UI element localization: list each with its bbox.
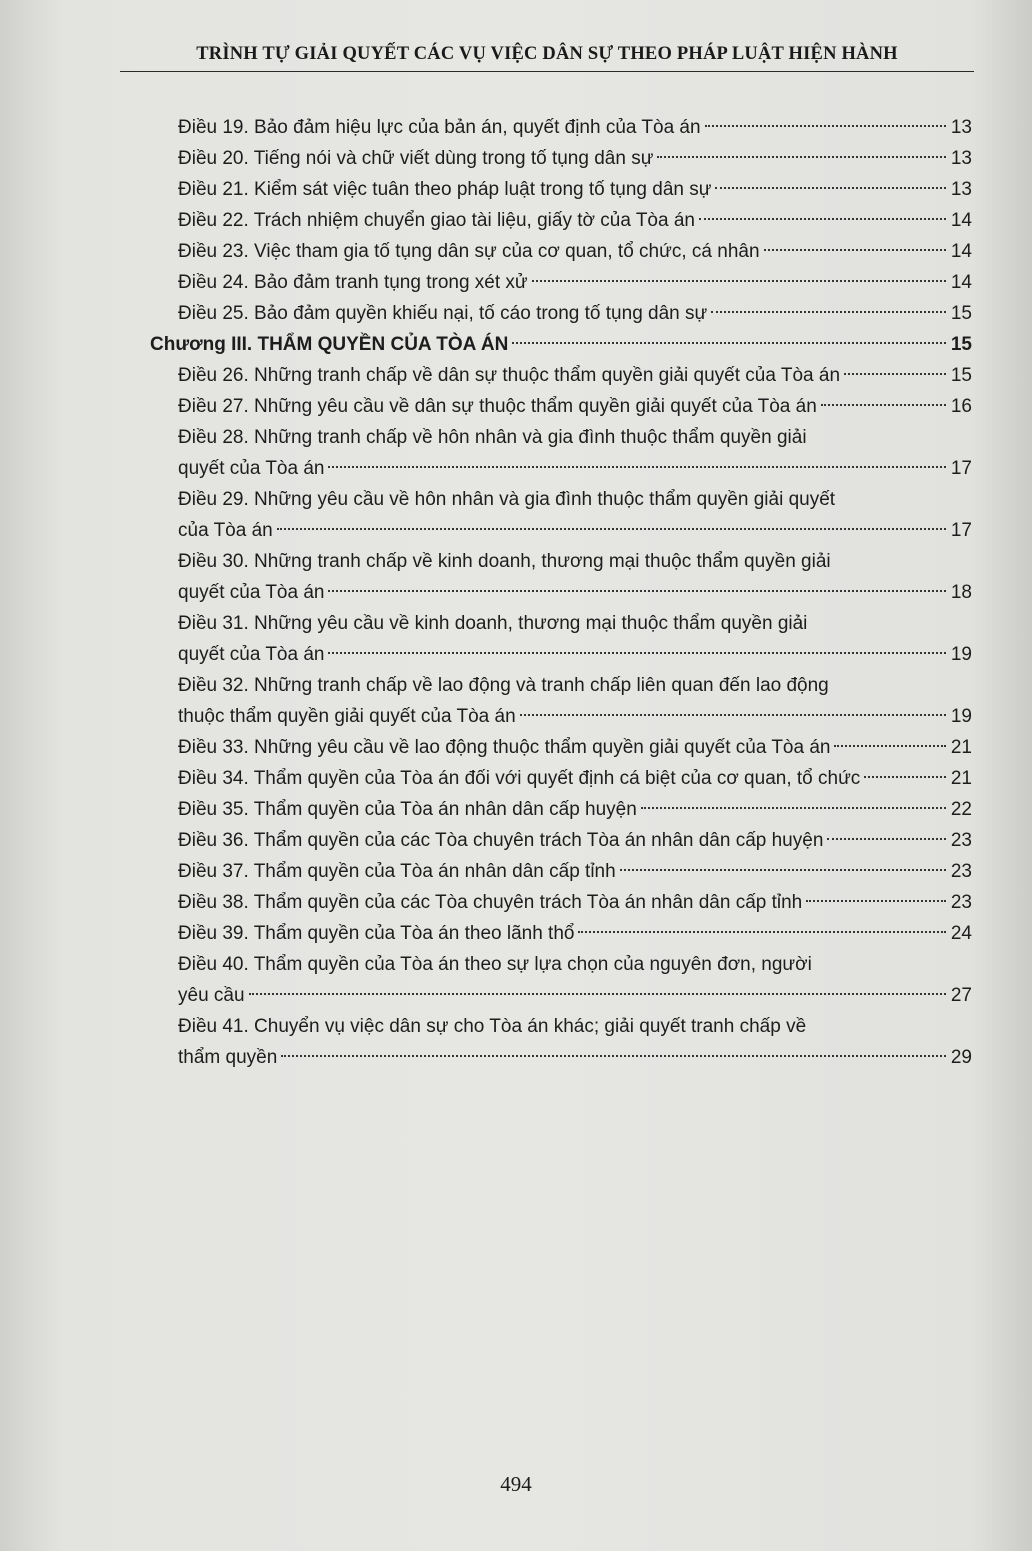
table-of-contents: [150, 112, 972, 1073]
dot-leader: [620, 869, 946, 871]
toc-entry: [150, 267, 972, 298]
toc-entry: [150, 732, 972, 763]
toc-entry-page: 16: [950, 396, 972, 417]
dot-leader: [328, 652, 946, 654]
dot-leader: [864, 776, 946, 778]
toc-entry: [150, 391, 972, 422]
toc-entry: [150, 112, 972, 143]
toc-entry-title-cont: thuộc thẩm quyền giải quyết của Tòa án: [178, 706, 516, 727]
dot-leader: [520, 714, 946, 716]
toc-entry-page: 23: [950, 861, 972, 882]
toc-entry: [150, 360, 972, 391]
toc-entry-title-cont: quyết của Tòa án: [178, 458, 325, 479]
toc-entry-title: Điều 20. Tiếng nói và chữ viết dùng trong tố tụng dân sự: [178, 148, 654, 169]
dot-leader: [806, 900, 946, 902]
toc-entry-title-line: Điều 32. Những tranh chấp về lao động và tranh chấp liên quan đến lao động: [178, 675, 829, 696]
toc-chapter-title: Chương III. THẨM QUYỀN CỦA TÒA ÁN: [150, 334, 509, 355]
toc-entry-title-cont: thẩm quyền: [178, 1047, 278, 1068]
toc-entry-page: 23: [950, 892, 972, 913]
running-header: TRÌNH TỰ GIẢI QUYẾT CÁC VỤ VIỆC DÂN SỰ THEO PHÁP LUẬT HIỆN HÀNH: [120, 44, 974, 72]
toc-entry-title: Điều 23. Việc tham gia tố tụng dân sự của cơ quan, tổ chức, cá nhân: [178, 241, 760, 262]
toc-entry: [150, 298, 972, 329]
dot-leader: [821, 404, 946, 406]
toc-entry-page: 14: [950, 210, 972, 231]
toc-entry-title-cont: yêu cầu: [178, 985, 245, 1006]
toc-entry: [150, 856, 972, 887]
toc-entry: [150, 825, 972, 856]
dot-leader: [827, 838, 946, 840]
toc-entry-page: 22: [950, 799, 972, 820]
toc-entry-title: Điều 21. Kiểm sát việc tuân theo pháp luật trong tố tụng dân sự: [178, 179, 712, 200]
toc-entry-page: 17: [950, 458, 972, 479]
toc-entry-title: Điều 22. Trách nhiệm chuyển giao tài liệu, giấy tờ của Tòa án: [178, 210, 695, 231]
toc-entry-title-cont: quyết của Tòa án: [178, 644, 325, 665]
toc-entry: [150, 236, 972, 267]
dot-leader: [844, 373, 946, 375]
toc-entry: [150, 763, 972, 794]
toc-entry-title-line: Điều 41. Chuyển vụ việc dân sự cho Tòa án khác; giải quyết tranh chấp về: [178, 1016, 807, 1037]
dot-leader: [711, 311, 946, 313]
toc-entry-title-line: Điều 40. Thẩm quyền của Tòa án theo sự lựa chọn của nguyên đơn, người: [178, 954, 812, 975]
toc-entry-page: 15: [950, 303, 972, 324]
toc-entry: [150, 546, 972, 608]
toc-entry: [150, 143, 972, 174]
dot-leader: [281, 1055, 946, 1057]
toc-entry-page: 13: [950, 117, 972, 138]
dot-leader: [641, 807, 946, 809]
toc-entry: [150, 670, 972, 732]
dot-leader: [328, 590, 946, 592]
toc-entry-page: 18: [950, 582, 972, 603]
toc-entry-title: Điều 27. Những yêu cầu về dân sự thuộc thẩm quyền giải quyết của Tòa án: [178, 396, 817, 417]
toc-entry-title: Điều 39. Thẩm quyền của Tòa án theo lãnh thổ: [178, 923, 575, 944]
toc-entry: [150, 1011, 972, 1073]
toc-entry-title-line: Điều 28. Những tranh chấp về hôn nhân và gia đình thuộc thẩm quyền giải: [178, 427, 807, 448]
toc-entry: [150, 794, 972, 825]
toc-entry-page: 21: [950, 737, 972, 758]
dot-leader: [578, 931, 946, 933]
toc-entry-page: 19: [950, 644, 972, 665]
toc-entry-title-cont: quyết của Tòa án: [178, 582, 325, 603]
toc-entry: [150, 174, 972, 205]
toc-entry-title: Điều 24. Bảo đảm tranh tụng trong xét xử: [178, 272, 528, 293]
toc-entry-page: 14: [950, 241, 972, 262]
dot-leader: [715, 187, 946, 189]
page-number: 494: [500, 1472, 532, 1496]
toc-entry-title: Điều 19. Bảo đảm hiệu lực của bản án, quyết định của Tòa án: [178, 117, 701, 138]
toc-entry: [150, 422, 972, 484]
toc-entry-title: Điều 37. Thẩm quyền của Tòa án nhân dân cấp tỉnh: [178, 861, 616, 882]
dot-leader: [705, 125, 946, 127]
toc-entry-title-cont: của Tòa án: [178, 520, 273, 541]
toc-entry-title: Điều 25. Bảo đảm quyền khiếu nại, tố cáo trong tố tụng dân sự: [178, 303, 708, 324]
toc-entry-title-line: Điều 30. Những tranh chấp về kinh doanh, thương mại thuộc thẩm quyền giải: [178, 551, 831, 572]
toc-entry-title-line: Điều 29. Những yêu cầu về hôn nhân và gia đình thuộc thẩm quyền giải quyết: [178, 489, 836, 510]
toc-entry-title: Điều 34. Thẩm quyền của Tòa án đối với quyết định cá biệt của cơ quan, tổ chức: [178, 768, 861, 789]
dot-leader: [764, 249, 946, 251]
toc-entry-page: 19: [950, 706, 972, 727]
dot-leader: [328, 466, 946, 468]
dot-leader: [249, 993, 946, 995]
toc-entry-page: 23: [950, 830, 972, 851]
dot-leader: [834, 745, 946, 747]
toc-entry-page: 13: [950, 148, 972, 169]
toc-entry: [150, 608, 972, 670]
toc-entry-page: 17: [950, 520, 972, 541]
toc-chapter-heading: [150, 329, 972, 360]
toc-entry-title: Điều 33. Những yêu cầu về lao động thuộc thẩm quyền giải quyết của Tòa án: [178, 737, 831, 758]
dot-leader: [277, 528, 946, 530]
toc-entry: [150, 949, 972, 1011]
toc-entry-page: 27: [950, 985, 972, 1006]
dot-leader: [532, 280, 946, 282]
toc-entry: [150, 205, 972, 236]
toc-entry-title-line: Điều 31. Những yêu cầu về kinh doanh, thương mại thuộc thẩm quyền giải: [178, 613, 808, 634]
toc-entry-title: Điều 35. Thẩm quyền của Tòa án nhân dân cấp huyện: [178, 799, 637, 820]
toc-entry: [150, 887, 972, 918]
toc-entry-page: 13: [950, 179, 972, 200]
toc-entry-page: 21: [950, 768, 972, 789]
toc-entry-page: 14: [950, 272, 972, 293]
toc-entry-title: Điều 38. Thẩm quyền của các Tòa chuyên trách Tòa án nhân dân cấp tỉnh: [178, 892, 803, 913]
dot-leader: [699, 218, 946, 220]
toc-entry-title: Điều 26. Những tranh chấp về dân sự thuộc thẩm quyền giải quyết của Tòa án: [178, 365, 841, 386]
dot-leader: [512, 342, 946, 344]
toc-entry-page: 15: [950, 365, 972, 386]
toc-entry: [150, 484, 972, 546]
toc-entry-page: 15: [950, 334, 972, 355]
toc-entry-page: 24: [950, 923, 972, 944]
dot-leader: [657, 156, 946, 158]
toc-entry-title: Điều 36. Thẩm quyền của các Tòa chuyên trách Tòa án nhân dân cấp huyện: [178, 830, 824, 851]
toc-entry: [150, 918, 972, 949]
toc-entry-page: 29: [950, 1047, 972, 1068]
